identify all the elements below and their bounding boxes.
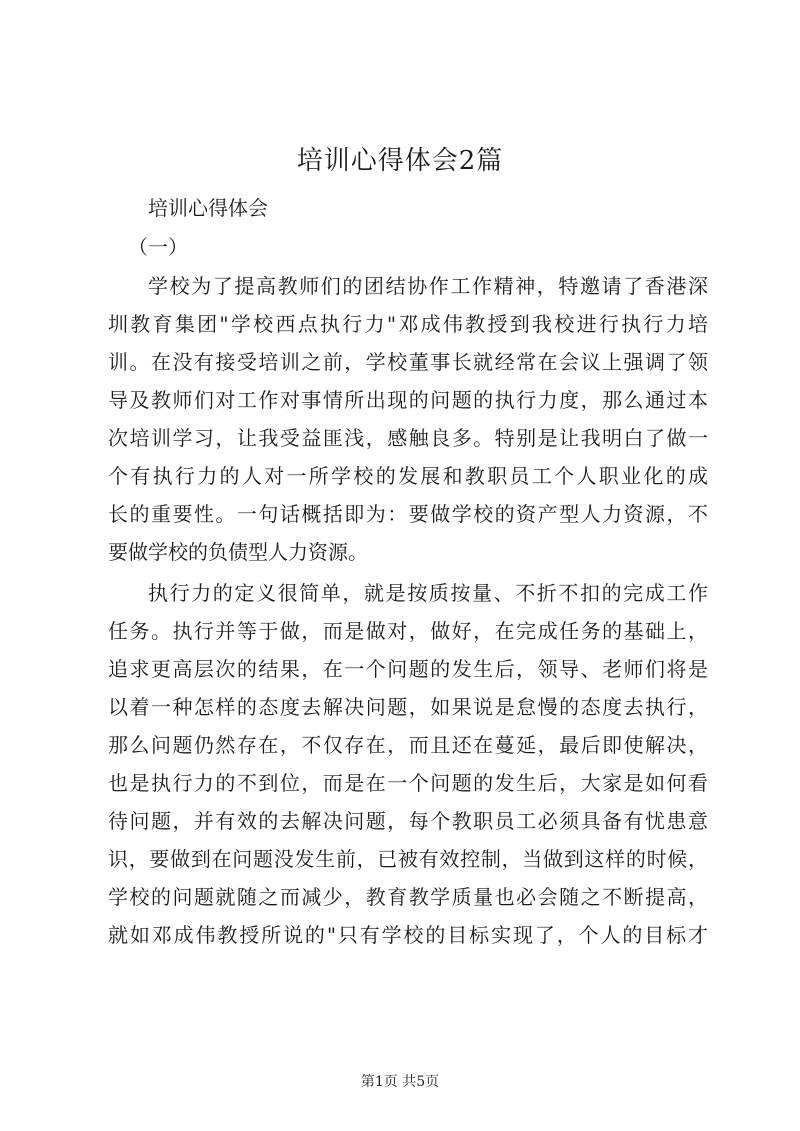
- page-footer: 第1页 共5页: [360, 1074, 440, 1090]
- paragraph-line: 个有执行力的人对一所学校的发展和教职员工个人职业化的成: [108, 464, 708, 488]
- paragraph-line: 导及教师们对工作对事情所出现的问题的执行力度，那么通过本: [108, 388, 708, 412]
- paragraph-line: 追求更高层次的结果，在一个问题的发生后，领导、老师们将是: [108, 657, 708, 681]
- paragraph-line: 就如邓成伟教授所说的"只有学校的目标实现了，个人的目标才: [108, 923, 708, 947]
- section-mark: （一）: [128, 235, 188, 259]
- paragraph-line: 次培训学习，让我受益匪浅，感触良多。特别是让我明白了做一: [108, 426, 708, 450]
- paragraph-line: 识，要做到在问题没发生前，已被有效控制，当做到这样的时候，: [108, 847, 708, 871]
- paragraph-line: 学校为了提高教师们的团结协作工作精神，特邀请了香港深: [148, 274, 708, 298]
- paragraph-line: 长的重要性。一句话概括即为：要做学校的资产型人力资源，不: [108, 502, 708, 526]
- document-title: 培训心得体会2篇: [296, 146, 504, 176]
- paragraph-line: 训。在没有接受培训之前，学校董事长就经常在会议上强调了领: [108, 350, 708, 374]
- paragraph-line: 圳教育集团"学校西点执行力"邓成伟教授到我校进行执行力培: [108, 312, 708, 336]
- paragraph-line: 以着一种怎样的态度去解决问题，如果说是怠慢的态度去执行，: [108, 695, 708, 719]
- paragraph-line: 待问题，并有效的去解决问题，每个教职员工必须具备有忧患意: [108, 809, 708, 833]
- paragraph-line: 要做学校的负债型人力资源。: [108, 540, 368, 564]
- paragraph-line: 执行力的定义很简单，就是按质按量、不折不扣的完成工作: [148, 581, 708, 605]
- document-subtitle: 培训心得体会: [148, 196, 268, 220]
- paragraph-line: 任务。执行并等于做，而是做对，做好，在完成任务的基础上，: [108, 619, 708, 643]
- paragraph-line: 也是执行力的不到位，而是在一个问题的发生后，大家是如何看: [108, 771, 708, 795]
- paragraph-line: 那么问题仍然存在，不仅存在，而且还在蔓延，最后即使解决，: [108, 733, 708, 757]
- paragraph-line: 学校的问题就随之而减少，教育教学质量也必会随之不断提高，: [108, 885, 708, 909]
